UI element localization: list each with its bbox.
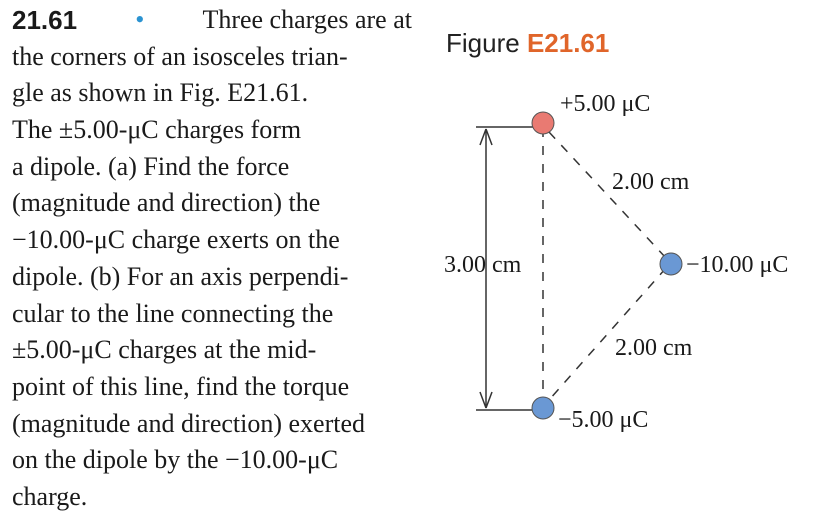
upper-side-label: 2.00 cm [612,169,690,195]
problem-line: charge. [12,481,88,511]
problem-line: the corners of an isosceles trian- [12,41,348,71]
lower-side-label: 2.00 cm [615,335,693,361]
upper-side [549,132,666,258]
problem-line: (magnitude and direction) the [12,188,321,218]
positive-charge [532,112,554,134]
bullet-icon: • [135,5,145,34]
problem-line: The ±5.00-μC charges form [12,115,302,145]
problem-line: a dipole. (a) Find the force [12,151,290,181]
negative-charge-right [660,253,682,275]
height-label: 3.00 cm [444,252,522,278]
bottom-charge-label: −5.00 μC [558,407,649,433]
problem-line: point of this line, find the torque [12,371,350,401]
right-charge-label: −10.00 μC [686,252,789,278]
problem-line: (magnitude and direction) exerted [12,408,366,438]
problem-line: ±5.00-μC charges at the mid- [12,335,317,365]
lower-side [549,268,666,400]
problem-line: gle as shown in Fig. E21.61. [12,78,309,108]
problem-line: −10.00-μC charge exerts on the [12,225,340,255]
problem-line: dipole. (b) For an axis perpendi- [12,261,349,291]
figure-caption-number: E21.61 [526,28,610,58]
negative-charge-bottom [532,397,554,419]
problem-line-text: Three charges are at [202,5,412,34]
problem-line: cular to the line connecting the [12,298,334,328]
problem-number: 21.61 [12,5,78,35]
problem-line: on the dipole by the −10.00-μC [12,445,339,475]
figure-caption-word: Figure [446,28,520,58]
top-charge-label: +5.00 μC [560,91,651,117]
